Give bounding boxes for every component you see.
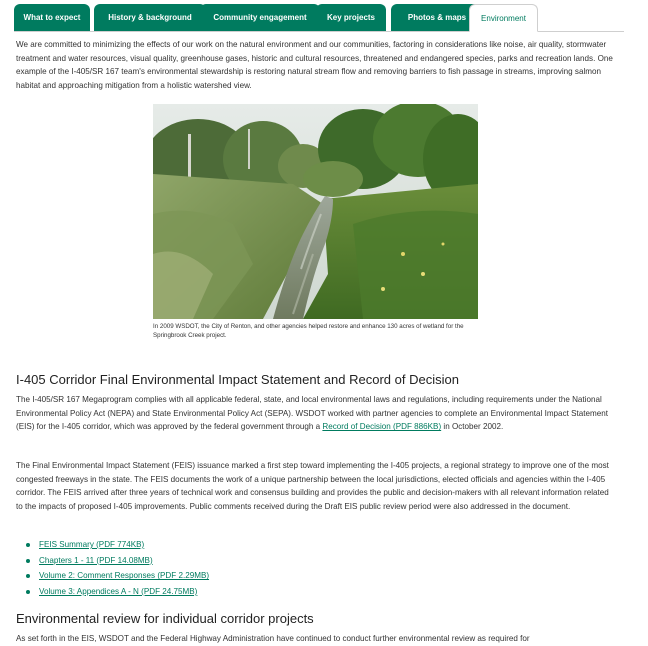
bullet-icon [26, 574, 30, 578]
springbrook-creek-photo [153, 104, 478, 319]
list-item [26, 553, 209, 569]
volume-3-link[interactable]: Volume 3: Appendices A - N (PDF 24.75MB) [39, 586, 198, 596]
list-item [26, 568, 209, 584]
tab-community-engagement[interactable]: Community engagement [200, 4, 320, 31]
review-paragraph: As set forth in the EIS, WSDOT and the Federal Highway Administration have continued to conduct further environmental review as required for [16, 634, 530, 643]
tab-key-projects[interactable]: Key projects [316, 4, 386, 31]
feis-summary-link[interactable]: FEIS Summary (PDF 774KB) [39, 540, 145, 549]
tab-photos-maps[interactable]: Photos & maps [391, 4, 483, 31]
intro-paragraph: We are committed to minimizing the effects of our work on the natural environment and our communities, factoring in considerations like noise, air quality, stormwater treatment and water resources, visual quality, greenhouse gases, historic and cultural resources, threatened and endangered species, parks and recreation lands. One example of the I-405/SR 167 team's environmental stewardship is restoring natural stream flow and removing barriers to fish passage in streams, improving salmon habitat and approaching mitigation from a holistic watershed view. [16, 40, 613, 91]
bullet-icon [26, 559, 30, 563]
tab-history-background[interactable]: History & background [94, 4, 206, 31]
list-item [26, 584, 209, 600]
volume-2-link[interactable]: Volume 2: Comment Responses (PDF 2.29MB) [39, 571, 210, 581]
chapters-link[interactable]: Chapters 1 - 11 (PDF 14.08MB) [39, 555, 153, 565]
bullet-icon [26, 590, 30, 594]
tab-environment[interactable]: Environment [469, 4, 538, 32]
tab-bar [14, 4, 624, 32]
feis-document-list [26, 537, 209, 599]
tab-what-to-expect[interactable]: What to expect [14, 4, 90, 31]
record-of-decision-link[interactable]: Record of Decision (PDF 886KB) [322, 422, 442, 432]
list-item [26, 537, 209, 553]
feis-heading: I-405 Corridor Final Environmental Impact Statement and Record of Decision [16, 372, 459, 387]
review-heading: Environmental review for individual corridor projects [16, 611, 314, 626]
feis-paragraph-1-end: in October 2002. [441, 422, 504, 432]
bullet-icon [26, 543, 30, 547]
feis-paragraph-2: The Final Environmental Impact Statement (FEIS) issuance marked a first step toward implementing the I-405 projects, a regional strategy to improve one of the most congested freeways in the state. The FEIS documents the work of a unique partnership between the local jurisdictions, elected officials and agencies within the I-405 corridor. The FEIS arrived after three years of technical work and consensus building and provides the public and decision-makers with all relevant information related to the impacts of proposed I-405 improvements. Public comments received during the Draft EIS public review period were also addressed in the document. [16, 461, 609, 512]
feis-paragraph-1 [16, 393, 616, 434]
photo-caption: In 2009 WSDOT, the City of Renton, and other agencies helped restore and enhance 130 acres of wetland for the Springbrook Creek project. [153, 323, 464, 339]
feis-paragraph-1-text: The I-405/SR 167 Megaprogram complies with all applicable federal, state, and local environmental laws and regulations, including requirements under the National Environmental Policy Act (NEPA) and State Environmental Policy Act (SEPA). WSDOT worked with partner agencies to complete an Environmental Impact Statement (EIS) for the I-405 corridor, which was approved by the federal government through a [16, 395, 608, 432]
